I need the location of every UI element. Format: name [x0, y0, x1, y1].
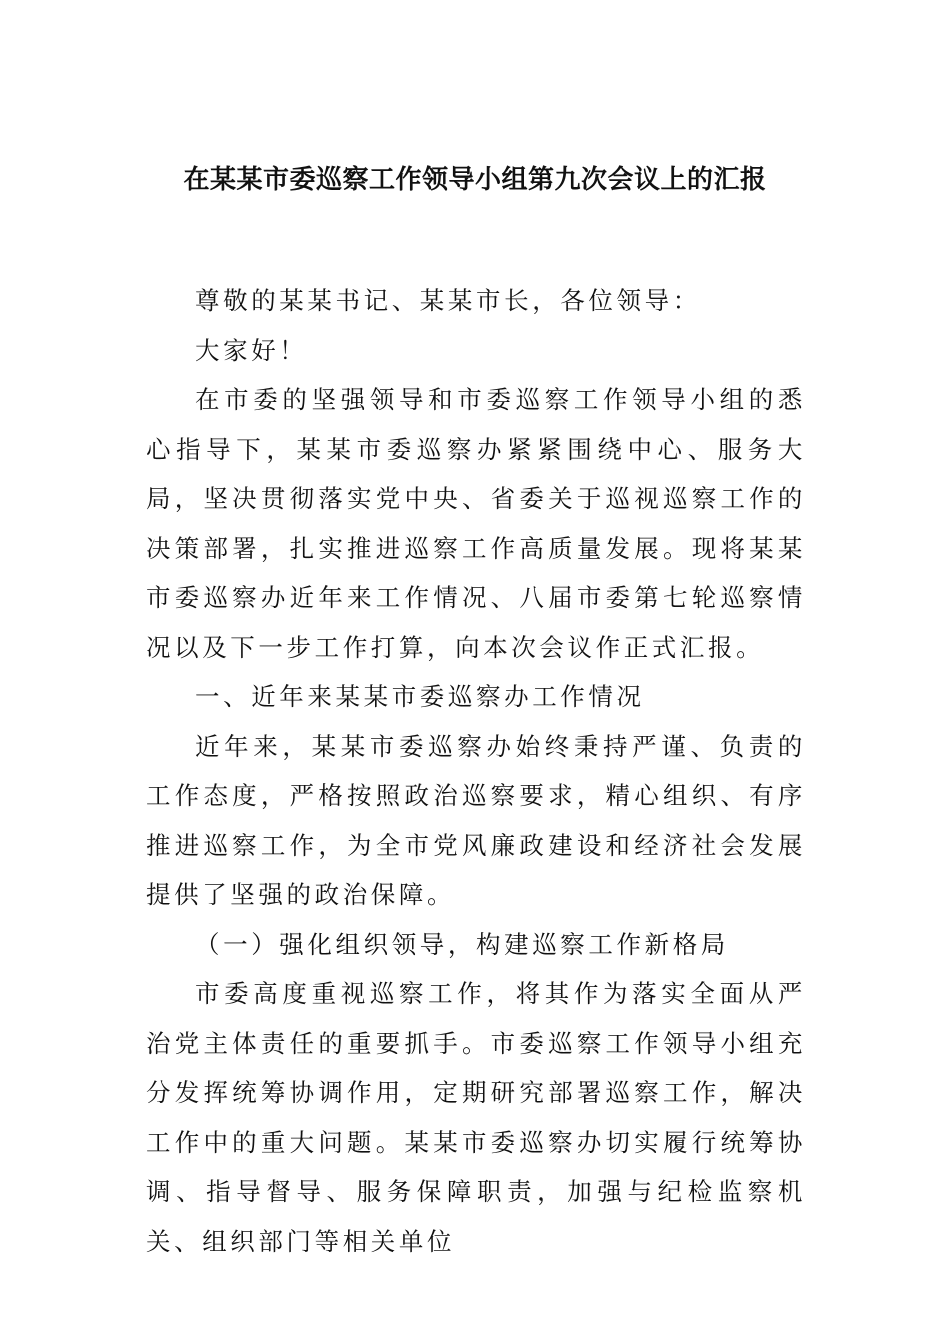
- subsection-heading-1: （一）强化组织领导，构建巡察工作新格局: [195, 929, 729, 959]
- section-heading-1: 一、近年来某某市委巡察办工作情况: [195, 682, 645, 711]
- greeting: 大家好！: [195, 335, 308, 365]
- subsection-1-paragraph: 市委高度重视巡察工作，将其作为落实全面从严治党主体责任的重要抓手。市委巡察工作领导小组充分发挥统筹协调作用，定期研究部署巡察工作，解决工作中的重大问题。某某市委巡察办切实履行统筹协调、指导督导、服务保障职责，加强与纪检监察机关、组织部门等相关单位: [146, 979, 806, 1256]
- document-body: [146, 276, 806, 1266]
- document-title: 在某某市委巡察工作领导小组第九次会议上的汇报: [183, 165, 767, 195]
- section-1-paragraph: 近年来，某某市委巡察办始终秉持严谨、负责的工作态度，严格按照政治巡察要求，精心组织、有序推进巡察工作，为全市党风廉政建设和经济社会发展提供了坚强的政治保障。: [146, 731, 806, 909]
- intro-paragraph: 在市委的坚强领导和市委巡察工作领导小组的悉心指导下，某某市委巡察办紧紧围绕中心、服务大局，坚决贯彻落实党中央、省委关于巡视巡察工作的决策部署，扎实推进巡察工作高质量发展。现将某某市委巡察办近年来工作情况、八届市委第七轮巡察情况以及下一步工作打算，向本次会议作正式汇报。: [146, 385, 806, 662]
- salutation: 尊敬的某某书记、某某市长，各位领导：: [195, 286, 701, 315]
